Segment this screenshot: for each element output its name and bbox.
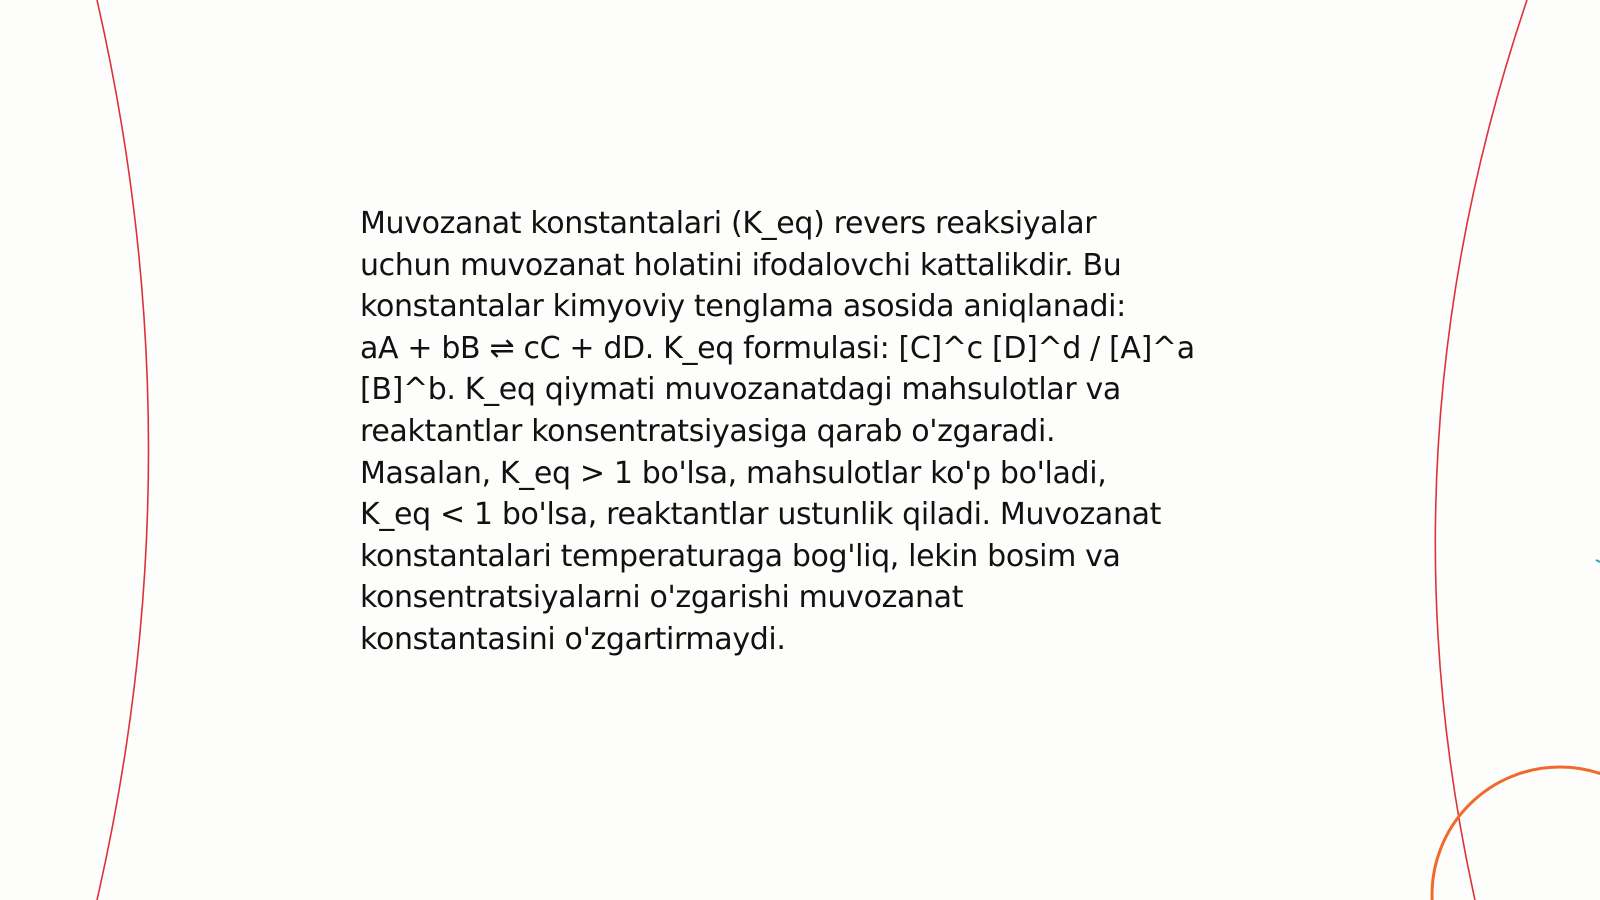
accent-teal-mark — [1596, 560, 1600, 562]
accent-circle-outline — [1432, 767, 1600, 900]
slide-body-text: Muvozanat konstantalari (K_eq) revers reaksiyalar uchun muvozanat holatini ifodalovchi kattalikdir. Bu konstantalar kimyoviy tenglama asosida aniqlanadi: aA + bB ⇌ cC + dD. K_eq formulasi: [C]^c [D]^d / [A]^a [B]^b. K_eq qiymati muvozanatdagi mahsulotlar va reaktantlar konsentratsiyasiga qarab o'zgaradi. Masalan, K_eq > 1 bo'lsa, mahsulotlar ko'p bo'ladi, K_eq < 1 bo'lsa, reaktantlar ustunlik qiladi. Muvozanat konstantalari temperaturaga bog'liq, lekin bosim va konsentratsiyalarni o'zgarishi muvozanat konstantasini o'zgartirmaydi. — [360, 206, 1195, 657]
left-arc-line — [97, 0, 149, 900]
right-arc-line — [1435, 0, 1527, 900]
